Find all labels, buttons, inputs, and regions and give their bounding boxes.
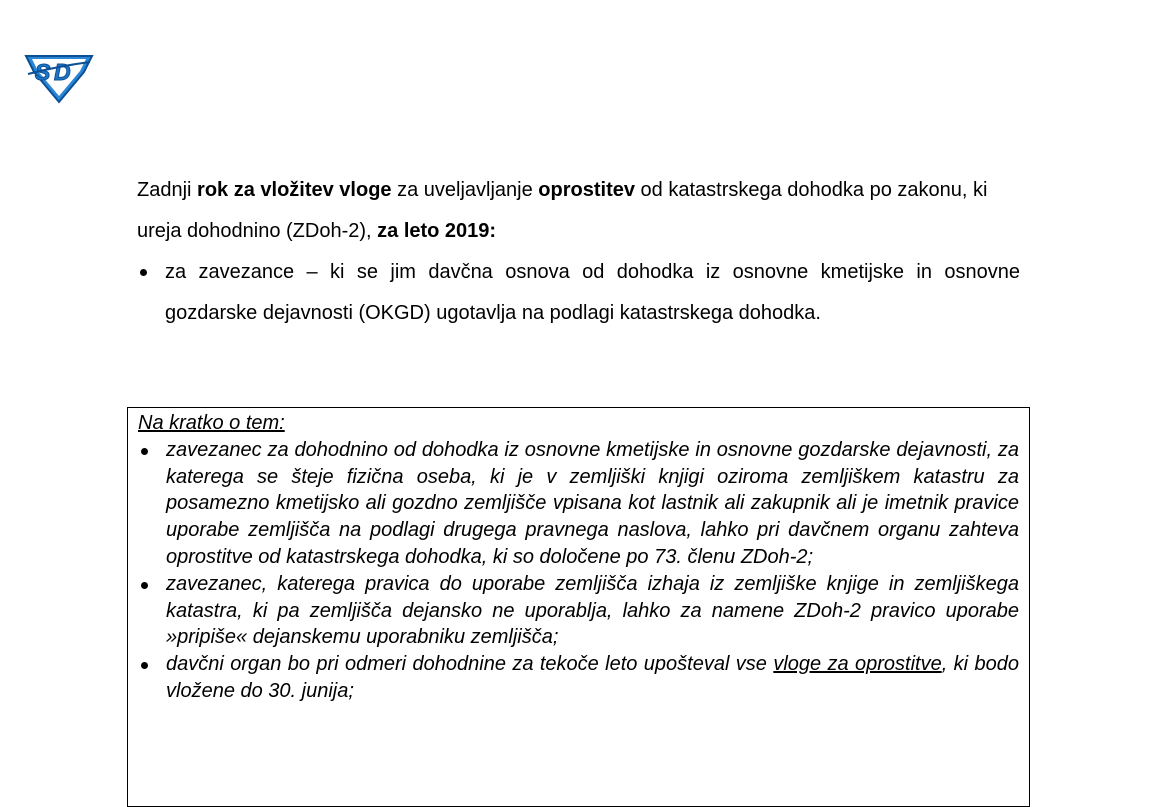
intro-bullet: za zavezance – ki se jim davčna osnova od dohodka iz osnovne kmetijske in osnovne gozdarske dejavnosti (OKGD) ugotavlja na podlagi katastrskega dohodka.: [137, 252, 1020, 334]
summary-box: [127, 407, 1030, 807]
intro-bold-exemptions: oprostitev: [538, 179, 635, 201]
summary-bullet-1: zavezanec za dohodnino od dohodka iz osnovne kmetijske in osnovne gozdarske dejavnosti, za katerega se šteje fizična oseba, ki je v zemljiški knjigi oziroma zemljiškem katastru za posamezno kmetijsko ali gozdno zemljišče vpisana kot lastnik ali zakupnik ali je imetnik pravice uporabe zemljišča na podlagi drugega pravnega naslova, lahko pri davčnem organu zahteva oprostitve od katastrskega dohodka, ki so določene po 73. členu ZDoh-2;: [138, 437, 1019, 571]
svg-text:S: S: [35, 59, 51, 85]
intro-paragraph: [137, 170, 1020, 252]
summary-bullet-3-text-2: , ki bodo vložene do 30. junija;: [166, 653, 1020, 702]
svg-text:D: D: [54, 59, 71, 85]
intro-list: [137, 252, 1020, 334]
summary-bullet-3-text-1: davčni organ bo pri odmeri dohodnine za tekoče leto upošteval vse: [166, 653, 774, 676]
intro-bold-deadline: rok za vložitev vloge: [197, 179, 392, 201]
sd-shield-logo-icon: [22, 48, 96, 104]
intro-text-1: Zadnji: [137, 179, 198, 201]
summary-title: Na kratko o tem:: [138, 412, 285, 434]
intro-bold-year: za leto 2019:: [377, 220, 497, 242]
intro-text-3: od katastrskega dohodka po zakonu, ki ureja dohodnino (ZDoh-2),: [137, 179, 988, 242]
summary-bullet-3: [138, 651, 1019, 705]
intro-section: [137, 170, 1020, 334]
intro-text-2: za uveljavljanje: [391, 179, 539, 201]
summary-bullet-2: zavezanec, katerega pravica do uporabe zemljišča izhaja iz zemljiške knjige in zemljiškega katastra, ki pa zemljišča dejansko ne uporablja, lahko za namene ZDoh-2 pravico uporabe »pripiše« dejanskemu uporabniku zemljišča;: [138, 571, 1019, 651]
summary-bullet-3-underlined: vloge za oprostitve: [773, 653, 942, 676]
summary-list: [138, 437, 1019, 705]
